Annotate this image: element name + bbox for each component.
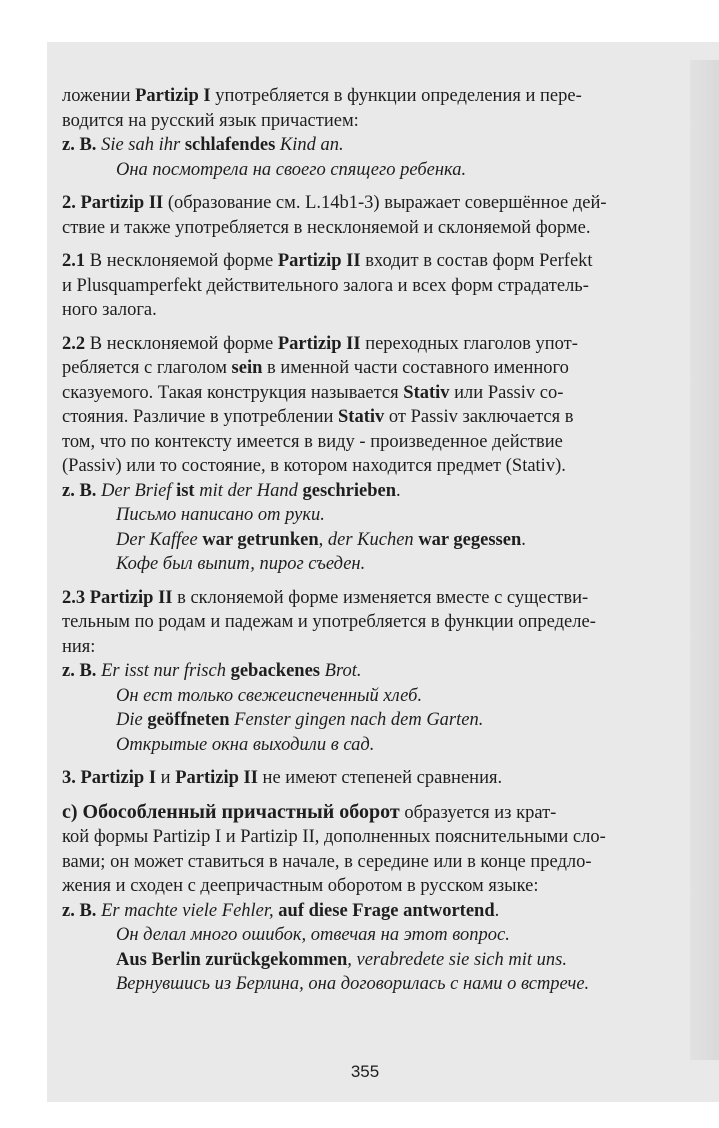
text-line bbox=[62, 552, 662, 577]
text-run: том, что по контексту имеется в виду - произведенное действие bbox=[62, 431, 563, 452]
text-run: geöffneten bbox=[147, 710, 230, 730]
text-line bbox=[62, 923, 662, 948]
text-run: В несклоняемой форме bbox=[85, 333, 278, 354]
text-run: Der Brief bbox=[101, 480, 177, 501]
page-body bbox=[62, 84, 662, 997]
text-run: не имеют степеней сравнения. bbox=[257, 768, 503, 788]
text-run: Письмо написано от руки. bbox=[116, 505, 325, 525]
text-run: Partizip I bbox=[135, 86, 211, 106]
text-run: тельным по родам и падежам и употребляется в функции определе- bbox=[62, 612, 596, 632]
text-run: Kind an. bbox=[275, 135, 344, 155]
text-run: Sie sah ihr bbox=[101, 135, 185, 155]
text-run: или Passiv со- bbox=[449, 382, 564, 403]
text-line bbox=[62, 430, 662, 455]
text-run: . bbox=[396, 480, 401, 501]
text-run: Кофе был выпит, пирог съеден. bbox=[116, 554, 366, 574]
text-line bbox=[62, 274, 662, 299]
text-run: 2.2 bbox=[62, 333, 86, 354]
text-run: 3. Partizip I bbox=[62, 768, 157, 788]
text-line bbox=[62, 405, 662, 430]
text-run: стояния. Различие в употреблении bbox=[62, 407, 339, 427]
text-line bbox=[62, 356, 662, 381]
text-line bbox=[62, 586, 662, 611]
text-run: в именной части составного именного bbox=[262, 358, 569, 378]
text-run: и Plusquamperfekt действительного залога и всех форм страдатель- bbox=[62, 275, 589, 296]
text-run: der Kuchen bbox=[327, 529, 419, 550]
text-run: geschrieben bbox=[302, 480, 397, 501]
text-run: входит в состав форм Perfekt bbox=[360, 251, 593, 271]
text-run: z. B. bbox=[62, 135, 102, 155]
text-line bbox=[62, 528, 662, 553]
text-line bbox=[62, 708, 662, 733]
text-line bbox=[62, 874, 662, 899]
text-run: ного залога. bbox=[62, 300, 157, 320]
text-line bbox=[62, 800, 662, 826]
text-line bbox=[62, 825, 662, 850]
text-run: ния: bbox=[62, 636, 96, 657]
text-line bbox=[62, 733, 662, 758]
text-run: 2. Partizip II bbox=[62, 193, 164, 213]
text-run: , bbox=[318, 529, 328, 550]
text-run: Stativ bbox=[403, 382, 450, 403]
text-line bbox=[62, 298, 662, 323]
text-run: auf diese Frage antwortend bbox=[278, 900, 495, 921]
text-line bbox=[62, 972, 662, 997]
text-run: Он ест только свежеиспеченный хлеб. bbox=[116, 685, 423, 706]
text-line bbox=[62, 948, 662, 973]
text-run: водится на русский язык причастием: bbox=[62, 110, 359, 131]
text-run: z. B. bbox=[62, 661, 102, 681]
text-line bbox=[62, 133, 662, 158]
text-run: Stativ bbox=[338, 407, 385, 427]
text-run: Brot. bbox=[320, 661, 362, 681]
text-run: вами; он может ставиться в начале, в середине или в конце предло- bbox=[62, 851, 592, 872]
text-run: Он делал много ошибок, отвечая на этот вопрос. bbox=[116, 925, 510, 945]
text-run: war gegessen bbox=[418, 529, 522, 550]
text-line bbox=[62, 766, 662, 791]
text-run: кой формы Partizip I и Partizip II, дополненных пояснительными сло- bbox=[62, 827, 606, 847]
text-line bbox=[62, 635, 662, 660]
text-line bbox=[62, 109, 662, 134]
text-run: Partizip II bbox=[277, 333, 361, 354]
text-run: ist bbox=[176, 480, 195, 501]
text-line bbox=[62, 191, 662, 216]
text-line bbox=[62, 249, 662, 274]
text-run: (Passiv) или то состояние, в котором находится предмет (Stativ). bbox=[62, 456, 566, 476]
text-run: Der Kaffee bbox=[116, 529, 203, 550]
text-run: Aus Berlin zurückgekommen bbox=[116, 949, 348, 970]
text-run: . bbox=[494, 900, 500, 921]
text-run: mit der Hand bbox=[194, 480, 303, 501]
text-run: переходных глаголов упот- bbox=[360, 333, 578, 354]
text-run: В несклоняемой форме bbox=[85, 251, 278, 271]
facing-page-edge bbox=[690, 60, 719, 1060]
text-line bbox=[62, 479, 662, 504]
text-run: от Passiv заключается в bbox=[384, 407, 574, 427]
page-number: 355 bbox=[350, 1062, 380, 1081]
text-run: ствие и также употребляется в несклоняемой и склоняемой форме. bbox=[62, 217, 591, 238]
text-run: Er machte viele Fehler, bbox=[101, 900, 279, 921]
text-run: сказуемого. Такая конструкция называется bbox=[62, 382, 404, 403]
text-line bbox=[62, 850, 662, 875]
text-run: z. B. bbox=[62, 480, 102, 501]
text-run: (образование см. L.14b1-3) выражает совершённое дей- bbox=[163, 193, 607, 213]
text-run: и bbox=[156, 768, 176, 788]
text-run: 2.3 Partizip II bbox=[62, 587, 173, 608]
text-run: употребляется в функции определения и пере- bbox=[210, 86, 582, 106]
text-run: ложении bbox=[62, 86, 136, 106]
text-run: sein bbox=[231, 358, 263, 378]
text-line bbox=[62, 84, 662, 109]
section-heading: c) Обособленный причастный оборот bbox=[62, 800, 400, 823]
text-run: Er isst nur frisch bbox=[101, 661, 231, 681]
text-run: Fenster gingen nach dem Garten. bbox=[229, 710, 484, 730]
text-run: , verabredete sie sich mit uns. bbox=[347, 949, 567, 970]
text-run: war getrunken bbox=[202, 529, 319, 550]
text-run: Вернувшись из Берлина, она договорилась с нами о встрече. bbox=[116, 974, 590, 994]
text-line bbox=[62, 503, 662, 528]
text-run: Открытые окна выходили в сад. bbox=[116, 734, 375, 755]
text-run: в склоняемой форме изменяется вместе с существи- bbox=[172, 587, 589, 608]
text-line bbox=[62, 381, 662, 406]
text-line bbox=[62, 332, 662, 357]
text-run: gebackenes bbox=[230, 661, 321, 681]
text-run: образуется из крат- bbox=[399, 802, 557, 823]
text-run: ребляется с глаголом bbox=[62, 358, 232, 378]
text-run: жения и сходен с деепричастным оборотом в русском языке: bbox=[62, 876, 539, 896]
text-run: . bbox=[521, 529, 526, 550]
text-line bbox=[62, 684, 662, 709]
text-line bbox=[62, 659, 662, 684]
text-line bbox=[62, 610, 662, 635]
text-line bbox=[62, 158, 662, 183]
text-run: Partizip II bbox=[277, 251, 361, 271]
text-run: Partizip II bbox=[175, 768, 258, 788]
text-run: Она посмотрела на своего спящего ребенка. bbox=[116, 159, 467, 180]
text-line bbox=[62, 899, 662, 924]
text-run: 2.1 bbox=[62, 251, 86, 271]
text-run: Die bbox=[116, 710, 148, 730]
text-run: z. B. bbox=[62, 900, 102, 921]
text-line bbox=[62, 216, 662, 241]
text-run: schlafendes bbox=[184, 135, 276, 155]
text-line bbox=[62, 454, 662, 479]
